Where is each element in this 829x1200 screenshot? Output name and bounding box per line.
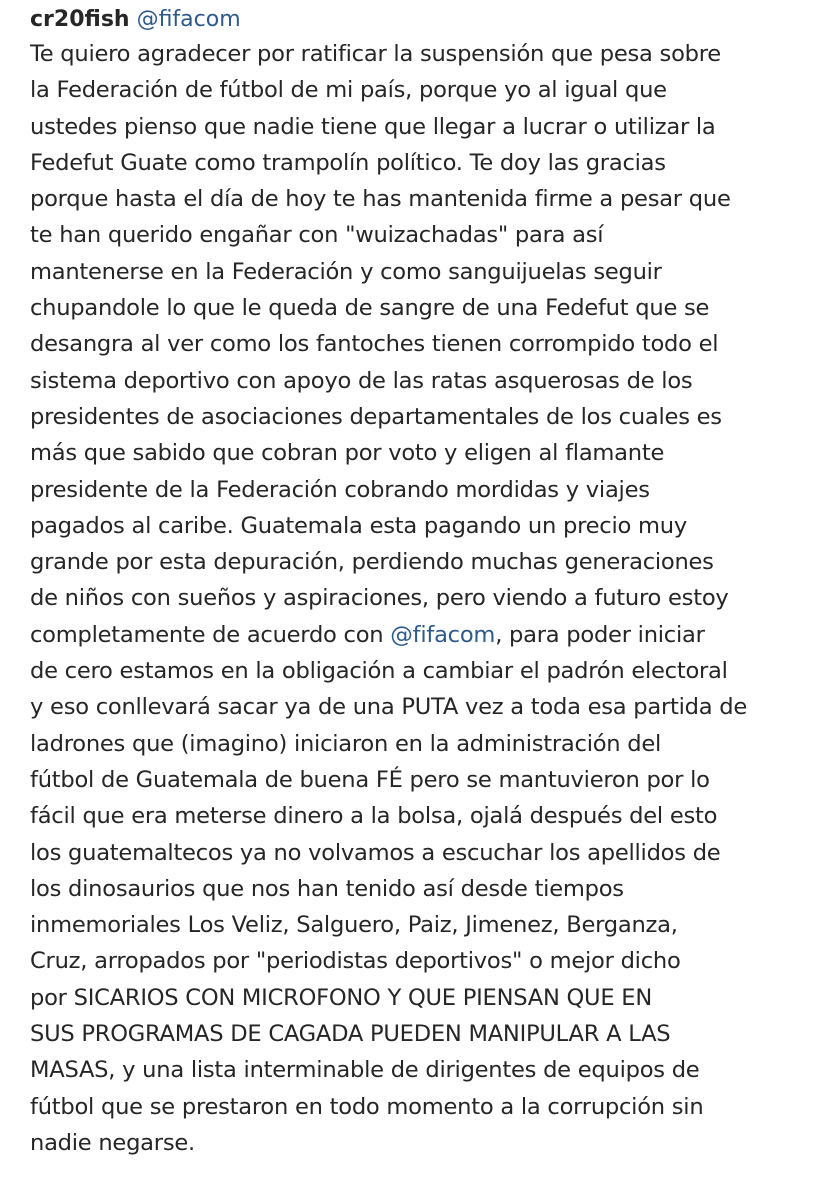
caption-mention-link[interactable]: @fifacom	[390, 621, 496, 648]
caption-line: fútbol de Guatemala de buena FÉ pero se mantuvieron por lo	[30, 766, 710, 793]
caption-line: MASAS, y una lista interminable de dirigentes de equipos de	[30, 1057, 700, 1084]
caption-line: de niños con sueños y aspiraciones, pero viendo a futuro estoy	[30, 585, 729, 612]
caption-line: ladrones que (imagino) iniciaron en la administración del	[30, 730, 662, 757]
caption-line: porque hasta el día de hoy te has mantenida firme a pesar que	[30, 186, 731, 213]
caption-line: mantenerse en la Federación y como sanguijuelas seguir	[30, 258, 662, 285]
caption-line: desangra al ver como los fantoches tienen corrompido todo el	[30, 331, 719, 358]
caption-line: la Federación de fútbol de mi país, porque yo al igual que	[30, 77, 667, 104]
post-caption-block	[30, 4, 800, 1161]
caption-line: de cero estamos en la obligación a cambiar el padrón electoral	[30, 658, 728, 685]
caption-line: los dinosaurios que nos han tenido así desde tiempos	[30, 875, 624, 902]
caption-line: presidentes de asociaciones departamentales de los cuales es	[30, 403, 722, 430]
caption-line: y eso conllevará sacar ya de una PUTA vez a toda esa partida de	[30, 694, 748, 721]
caption-line: fútbol que se prestaron en todo momento a la corrupción sin	[30, 1093, 704, 1120]
caption-line: Cruz, arropados por "periodistas deportivos" o mejor dicho	[30, 948, 681, 975]
caption-line: pagados al caribe. Guatemala esta pagando un precio muy	[30, 512, 687, 539]
caption-line: te han querido engañar con "wuizachadas" para así	[30, 222, 604, 249]
caption-line: nadie negarse.	[30, 1129, 195, 1156]
caption-line: por SICARIOS CON MICROFONO Y QUE PIENSAN QUE EN	[30, 984, 652, 1011]
caption-line: Te quiero agradecer por ratificar la suspensión que pesa sobre	[30, 41, 721, 67]
caption-line: fácil que era meterse dinero a la bolsa, ojalá después del esto	[30, 803, 718, 830]
caption-line: grande por esta depuración, perdiendo muchas generaciones	[30, 549, 714, 576]
header-mention-link[interactable]: @fifacom	[136, 7, 241, 32]
caption-line: presidente de la Federación cobrando mordidas y viajes	[30, 476, 650, 503]
caption-text-before-mention: completamente de acuerdo con	[30, 621, 391, 648]
caption-line: los guatemaltecos ya no volvamos a escuchar los apellidos de	[30, 839, 721, 866]
caption-line: inmemoriales Los Veliz, Salguero, Paiz, Jimenez, Berganza,	[30, 912, 678, 939]
caption-line: Fedefut Guate como trampolín político. Te doy las gracias	[30, 149, 666, 176]
caption-line: SUS PROGRAMAS DE CAGADA PUEDEN MANIPULAR A LAS	[30, 1021, 671, 1048]
caption-line: ustedes pienso que nadie tiene que llegar a lucrar o utilizar la	[30, 113, 716, 140]
caption-line-with-mention	[30, 617, 800, 653]
caption-text	[30, 36, 800, 1161]
caption-line: sistema deportivo con apoyo de las ratas asquerosas de los	[30, 367, 693, 394]
caption-text-after-mention: , para poder iniciar	[495, 621, 705, 648]
post-header	[30, 4, 800, 36]
caption-line: más que sabido que cobran por voto y eligen al flamante	[30, 440, 665, 467]
caption-line: chupandole lo que le queda de sangre de una Fedefut que se	[30, 295, 710, 322]
username-link[interactable]: cr20fish	[30, 7, 130, 32]
